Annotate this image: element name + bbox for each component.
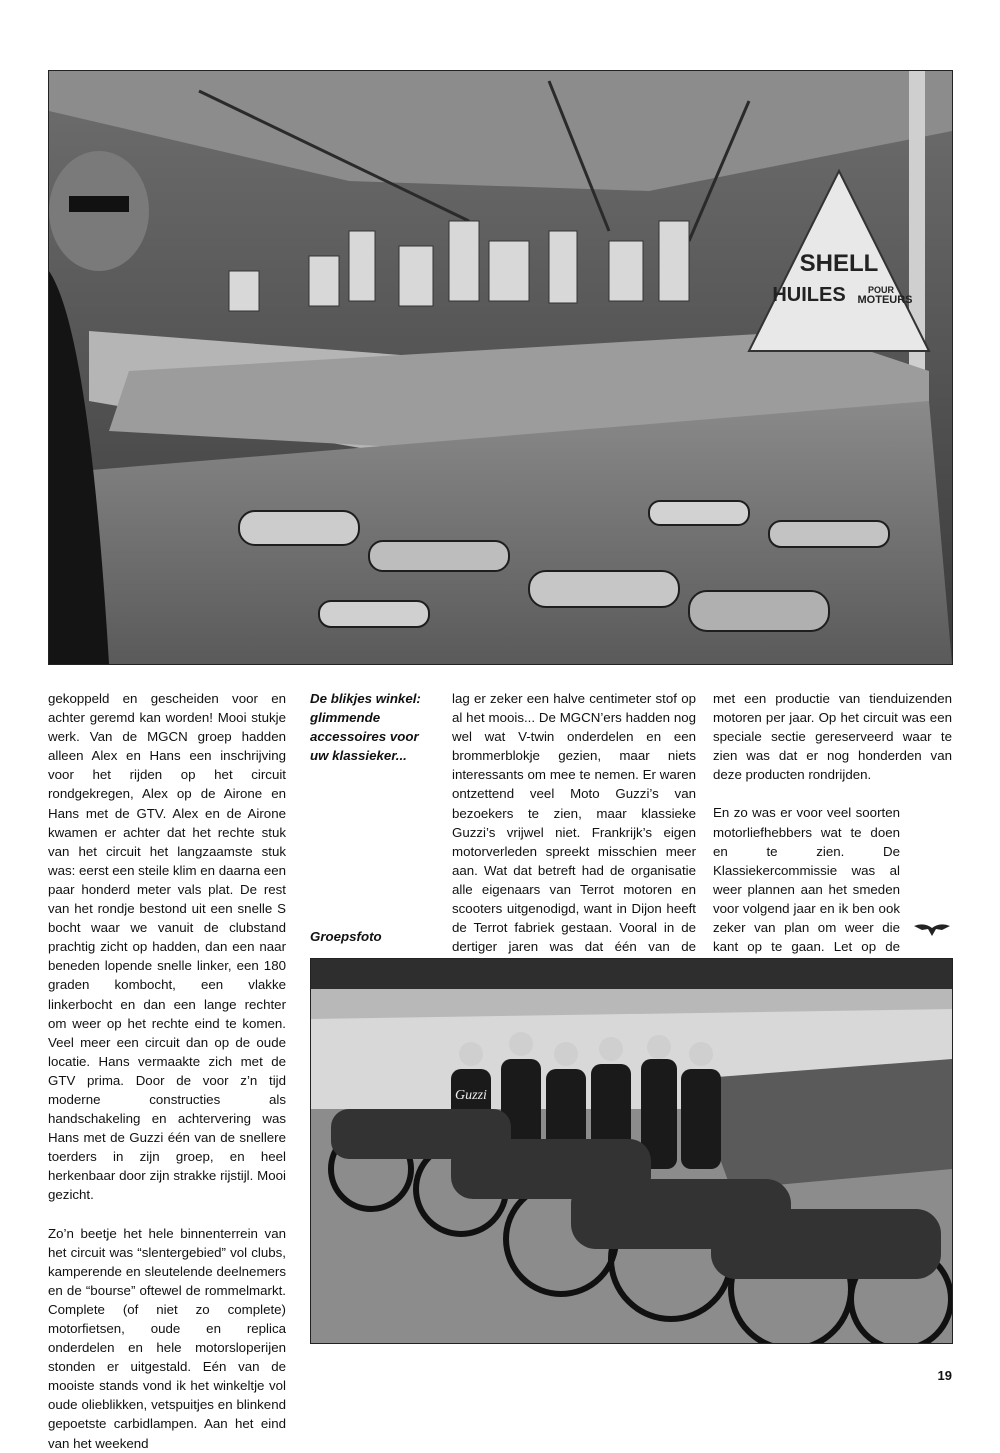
shell-sign-line2: MOTEURS xyxy=(857,294,913,306)
group-photo xyxy=(310,958,953,1344)
article-paragraph: En zo was er voor veel soorten motorliefhebbers wat te doen en te zien. De Klassiekercommissie was al weer plannen aan het smeden voor volgend jaar en ik ben ook zeker van plan om weer die kant op te gaan. Let op de xyxy=(713,805,900,955)
photo-caption-groep: Groepsfoto xyxy=(310,929,382,944)
shell-sign-line1: HUILES xyxy=(772,284,846,306)
shell-sign-pour: POUR xyxy=(867,285,895,295)
shell-sign-main: SHELL xyxy=(799,250,879,277)
page-number: 19 xyxy=(937,1368,952,1383)
market-stall-illustration xyxy=(49,71,952,664)
article-paragraph: met een productie van tienduizenden motoren per jaar. Op het circuit was een speciale sectie gereserveerd waar te zien was dat er nog honderden van deze producten rondrijden. xyxy=(713,691,952,783)
article-column-4 xyxy=(713,689,952,994)
article-column-3 xyxy=(452,689,696,975)
photo-caption-winkel: De blikjes winkel: glimmende accessoires voor uw klassieker... xyxy=(310,691,421,764)
eagle-logo-icon xyxy=(912,920,952,945)
market-stall-photo xyxy=(48,70,953,665)
group-photo-illustration xyxy=(311,959,952,1343)
shirt-text: Guzzi xyxy=(455,1088,487,1103)
article-paragraph: lag er zeker een halve centimeter stof op al het moois... De MGCN’ers hadden nog wel wat V-twin onderdelen en een brommerblokje gezien, maar niets interessants om mee te nemen. Er waren ontzettend veel Moto Guzzi’s van bezoekers te zien, maar klassieke Guzzi’s vrijwel niet. Frankrijk’s eigen motorverleden spreekt misschien meer aan. Wat dat betreft had de organisatie alle eigenaars van Terrot motoren en scooters uitgenodigd, want in Dijon heeft de Terrot fabriek gestaan. Vooral in de dertiger jaren was dat één van de xyxy=(452,691,696,955)
article-paragraph: gekoppeld en gescheiden voor en achter geremd kan worden! Mooi stukje werk. Van de MGCN groep hadden alleen Alex en Hans een inschrijving voor het rijden op het circuit rondgekregen, Alex op de Airone en Hans met de GTV. Alex en de Airone kwamen er achter dat het rechte stuk van het circuit het langzaamste stuk was: eerst een steile klim en daarna een paar honderd meter vals plat. De rest van het rondje bestond uit een snelle S bocht waar we vanuit de clubstand prachtig zicht op hadden, dan een naar beneden lopende snelle linker, een 180 graden kombocht, een vlakke linkerbocht en dan een lange rechter om weer op het rechte eind te komen. Veel meer een circuit dan op de oude locatie. Hans vermaakte zich met de GTV prima. Door de voor z’n tijd moderne constructies als handschakeling en achtervering was Hans met de Guzzi één van de snellere toerders in zijn groep, en heel herkenbaar door zijn strakke rijstijl. Mooi gezicht. xyxy=(48,691,287,1203)
article-paragraph: Zo’n beetje het hele binnenterrein van het circuit was “slentergebied” vol clubs, kamperende en sleutelende deelnemers en de “bourse” oftewel de rommelmarkt. Complete (of niet zo complete) motorfietsen, oude en replica onderdelen en hele motorsloperijen stonden er uitgestald. Eén van de mooiste stands vond ik het winkeltje vol oude olieblikken, vetspuitjes en blinkend gepoetste carbidlampen. Aan het eind van het weekend xyxy=(48,1225,286,1451)
article-column-1 xyxy=(48,689,286,1453)
